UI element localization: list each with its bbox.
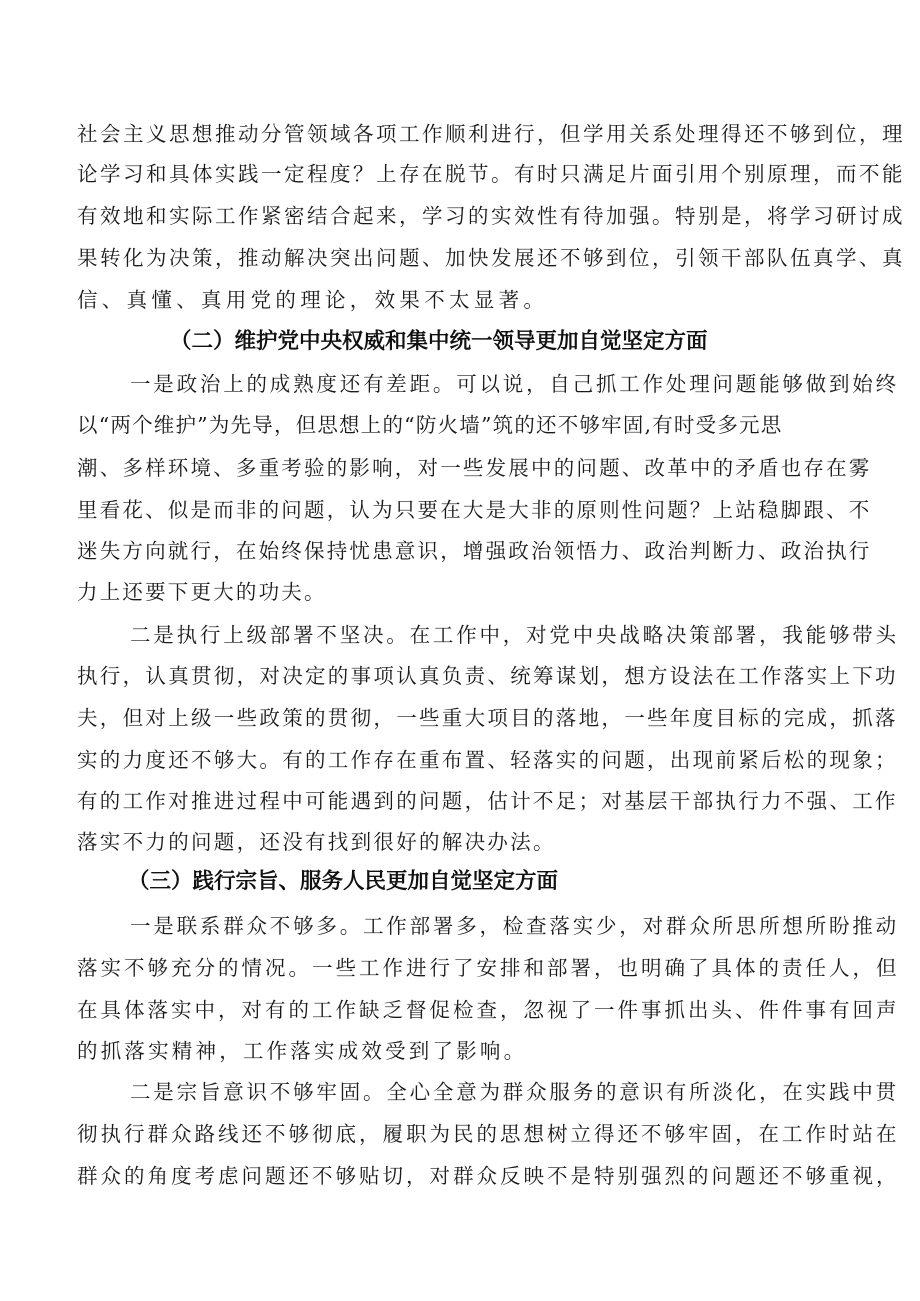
paragraph-5-line: 二是宗旨意识不够牢固。全心全意为群众服务的意识有所淡化，在实践中贯 xyxy=(130,1080,899,1104)
paragraph-2-line: 力上还要下更大的功夫。 xyxy=(77,580,327,604)
paragraph-3-line: 实的力度还不够大。有的工作存在重布置、轻落实的问题，出现前紧后松的现象； xyxy=(77,748,898,772)
paragraph-1-line: 有效地和实际工作紧密结合起来，学习的实效性有待加强。特别是，将学习研讨成 xyxy=(77,204,905,228)
paragraph-1-line: 果转化为决策，推动解决突出问题、加快发展还不够到位，引领干部队伍真学、真 xyxy=(77,246,905,270)
paragraph-4-line: 落实不够充分的情况。一些工作进行了安排和部署，也明确了具体的责任人，但 xyxy=(77,956,900,980)
paragraph-1-line: 信、真懂、真用党的理论，效果不太显著。 xyxy=(77,288,549,312)
paragraph-2-line: 迷失方向就行，在始终保持忧患意识，增强政治领悟力、政治判断力、政治执行 xyxy=(77,539,872,563)
paragraph-1-line: 社会主义思想推动分管领域各项工作顺利进行，但学用关系处理得还不够到位，理 xyxy=(77,122,905,146)
paragraph-2-line: 以“两个维护”为先导，但思想上的“防火墙”筑的还不够牢固,有时受多元思 xyxy=(77,413,783,437)
paragraph-5-line: 彻执行群众路线还不够彻底，履职为民的思想树立得还不够牢固，在工作时站在 xyxy=(77,1122,900,1146)
paragraph-3-line: 有的工作对推进过程中可能遇到的问题，估计不足；对基层干部执行力不强、工作 xyxy=(77,789,898,813)
section-heading-3: （三）践行宗旨、服务人民更加自觉坚定方面 xyxy=(128,869,559,894)
paragraph-3-line: 夫，但对上级一些政策的贯彻，一些重大项目的落地，一些年度目标的完成，抓落 xyxy=(77,706,898,730)
paragraph-5-line: 群众的角度考虑问题还不够贴切，对群众反映不是特别强烈的问题还不够重视， xyxy=(77,1164,900,1188)
paragraph-4-line: 一是联系群众不够多。工作部署多，检查落实少，对群众所思所想所盼推动 xyxy=(130,914,899,938)
paragraph-4-line: 在具体落实中，对有的工作缺乏督促检查，忽视了一件事抓出头、件件事有回声 xyxy=(77,998,900,1022)
paragraph-3-line: 落实不力的问题，还没有找到很好的解决办法。 xyxy=(77,830,556,854)
paragraph-1-line: 论学习和具体实践一定程度？上存在脱节。有时只满足片面引用个别原理，而不能 xyxy=(77,162,905,186)
paragraph-4-line: 的抓落实精神，工作落实成效受到了影响。 xyxy=(77,1039,528,1063)
paragraph-2-line: 一是政治上的成熟度还有差距。可以说，自己抓工作处理问题能够做到始终 xyxy=(130,372,899,396)
paragraph-3-line: 二是执行上级部署不坚决。在工作中，对党中央战略决策部署，我能够带头 xyxy=(130,623,899,647)
paragraph-2-line: 里看花、似是而非的问题，认为只要在大是大非的原则性问题？上站稳脚跟、不 xyxy=(77,498,872,522)
paragraph-3-line: 执行，认真贯彻，对决定的事项认真负责、统筹谋划，想方设法在工作落实上下功 xyxy=(77,664,898,688)
section-heading-2: （二）维护党中央权威和集中统一领导更加自觉坚定方面 xyxy=(170,329,708,354)
paragraph-2-line: 潮、多样环境、多重考验的影响，对一些发展中的问题、改革中的矛盾也存在雾 xyxy=(77,456,872,480)
